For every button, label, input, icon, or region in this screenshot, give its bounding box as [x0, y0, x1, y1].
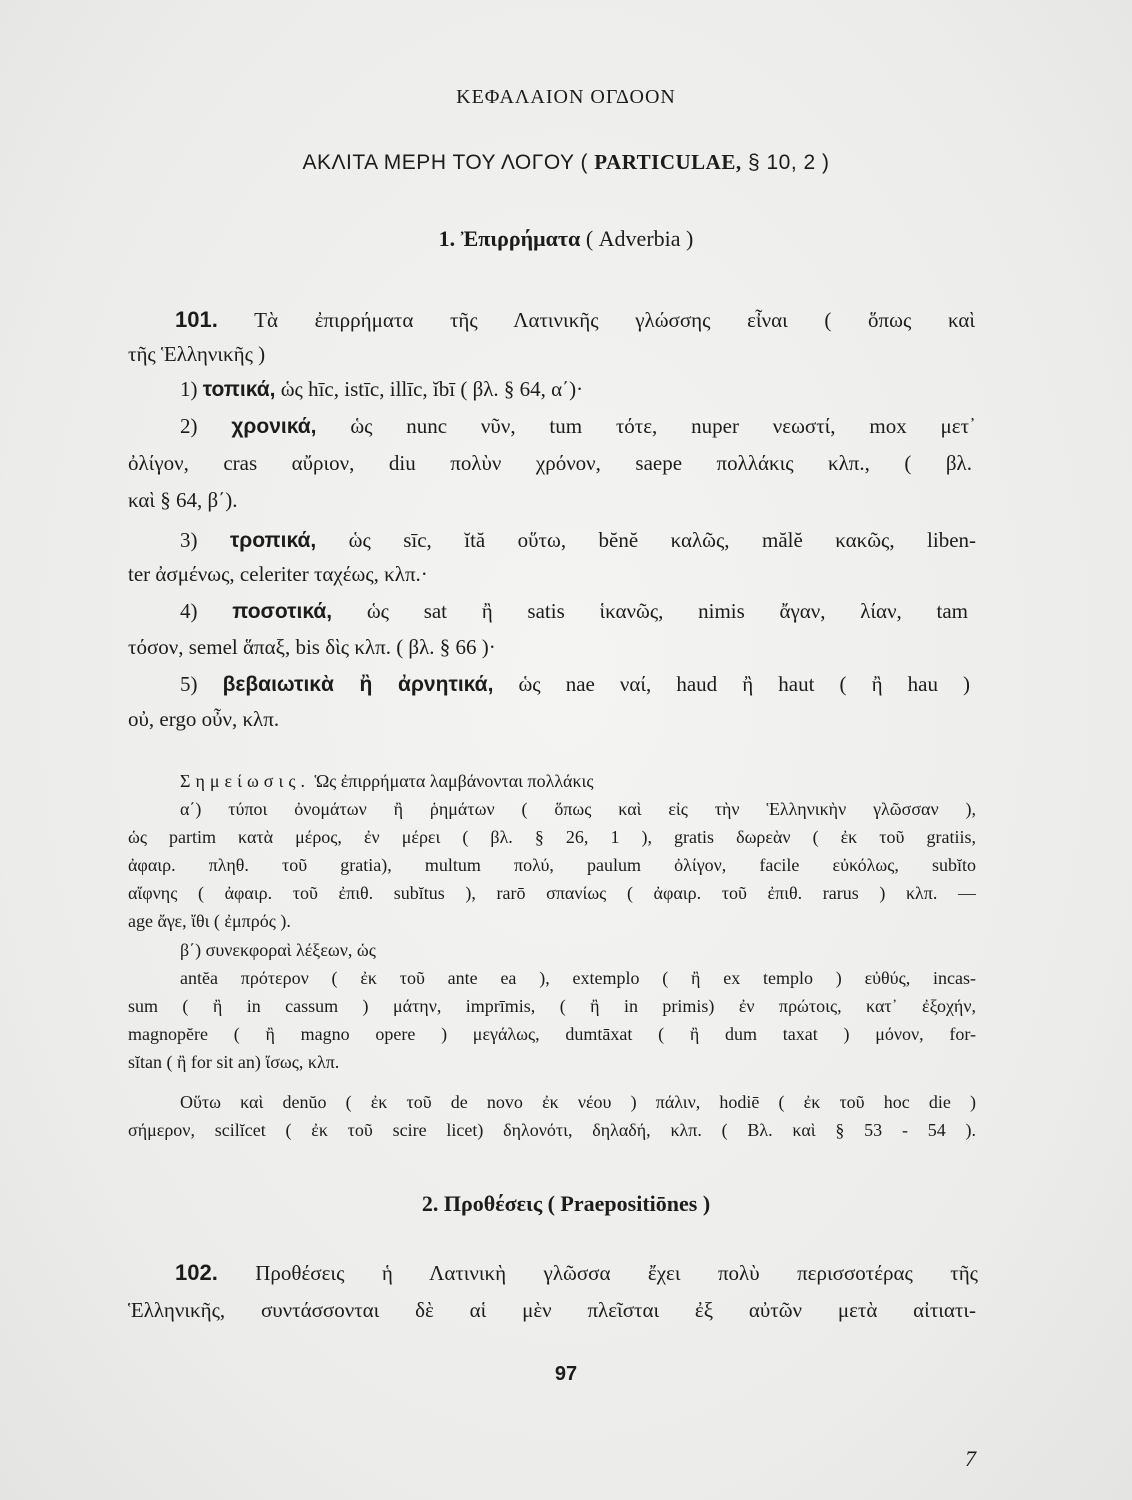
list-item-tropika-cont: ter ἀσμένως, celeriter ταχέως, κλπ.· [128, 562, 428, 586]
subtitle-greek: ΑΚΛΙΤΑ ΜΕΡΗ ΤΟΥ ΛΟΓΟΥ ( [302, 151, 588, 174]
note-line: sum ( ἢ in cassum ) μάτην, imprīmis, ( ἢ in primis) ἐν πρώτοις, κατ᾽ ἐξοχήν, [128, 996, 976, 1016]
note-line: α΄) τύποι ὀνομάτων ἢ ῥημάτων ( ὅπως καὶ εἰς τὴν Ἑλληνικὴν γλῶσσαν ), [180, 799, 976, 819]
note-line: σήμερον, scilĭcet ( ἐκ τοῦ scire licet) δηλονότι, δηλαδή, κλπ. ( Βλ. καὶ § 53 - 54 ). [128, 1120, 976, 1140]
chapter-subtitle [0, 150, 1132, 175]
list-item-chronika-cont: καὶ § 64, β΄). [128, 488, 238, 512]
note-line: magnopĕre ( ἢ magno opere ) μεγάλως, dumtāxat ( ἢ dum taxat ) μόνον, for- [128, 1024, 976, 1044]
section-number: 1. [438, 226, 456, 251]
paragraph-101-line-1: 101. Τὰ ἐπιρρήματα τῆς Λατινικῆς γλώσσης εἶναι ( ὅπως καὶ [175, 307, 975, 332]
paragraph-number: 102. [175, 1260, 218, 1285]
page-number: 97 [554, 1363, 578, 1385]
subtitle-latin: PARTICULAE, [594, 150, 742, 174]
subtitle-ref: § 10, 2 ) [747, 151, 830, 174]
list-item-chronika: 2) χρονικά, ὡς nunc νῦν, tum τότε, nuper νεωστί, mox μετ᾽ [180, 414, 976, 438]
note-line: β΄) συνεκφοραὶ λέξεων, ὡς [180, 940, 376, 960]
paragraph-102-line-2: Ἑλληνικῆς, συντάσσονται δὲ αἱ μὲν πλεῖσται ἐξ αὐτῶν μετὰ αἰτιατι- [128, 1298, 976, 1322]
section-title: Προθέσεις [443, 1191, 543, 1216]
note-line: antĕa πρότερον ( ἐκ τοῦ ante ea ), extemplo ( ἢ ex templo ) εὐθύς, incas- [180, 968, 976, 988]
note-intro: Σημείωσις. Ὡς ἐπιρρήματα λαμβάνονται πολλάκις [180, 771, 594, 791]
note-line: Οὕτω καὶ denŭo ( ἐκ τοῦ de novo ἐκ νέου ) πάλιν, hodiē ( ἐκ τοῦ hoc die ) [180, 1092, 976, 1112]
section-heading-prepositions [0, 1191, 1132, 1217]
note-line: ὡς partim κατὰ μέρος, ἐν μέρει ( βλ. § 26, 1 ), gratis δωρεὰν ( ἐκ τοῦ gratiis, [128, 827, 976, 847]
list-item-tropika: 3) τροπικά, ὡς sīc, ĭtă οὕτω, bĕnĕ καλῶς, mălĕ κακῶς, liben- [180, 528, 976, 552]
list-item-chronika-cont: ὀλίγον, cras αὔριον, diu πολὺν χρόνον, saepe πολλάκις κλπ., ( βλ. [128, 451, 972, 475]
section-latin: ( Adverbia ) [585, 226, 694, 251]
list-item-posotika: 4) ποσοτικά, ὡς sat ἢ satis ἱκανῶς, nimis ἄγαν, λίαν, tam [180, 599, 968, 623]
note-line: sĭtan ( ἢ for sit an) ἴσως, κλπ. [128, 1052, 340, 1072]
note-label: Σημείωσις. [180, 771, 310, 791]
signature-mark: 7 [965, 1446, 976, 1471]
section-latin: ( Praepositiōnes ) [547, 1191, 711, 1216]
list-item-vevaiotika-cont: οὐ, ergo οὖν, κλπ. [128, 707, 280, 731]
chapter-title: ΚΕΦΑΛΑΙΟΝ ΟΓΔΟΟΝ [456, 86, 676, 108]
paragraph-number: 101. [175, 307, 218, 332]
paragraph-102-line-1: 102. Προθέσεις ἡ Λατινικὴ γλῶσσα ἔχει πολὺ περισσοτέρας τῆς [175, 1260, 978, 1285]
list-item-vevaiotika: 5) βεβαιωτικὰ ἢ ἀρνητικά, ὡς nae ναί, haud ἢ haut ( ἢ hau ) [180, 672, 970, 696]
note-line: αἴφνης ( ἀφαιρ. τοῦ ἐπιθ. subĭtus ), rarō σπανίως ( ἀφαιρ. τοῦ ἐπιθ. rarus ) κλπ. — [128, 883, 976, 903]
list-item-topika: 1) τοπικά, ὡς hīc, istīc, illīc, ĭbī ( βλ. § 64, α΄)· [180, 377, 584, 401]
section-number: 2. [421, 1191, 439, 1216]
section-heading-adverbs [0, 226, 1132, 252]
list-item-posotika-cont: τόσον, semel ἅπαξ, bis δὶς κλπ. ( βλ. § 66 )· [128, 635, 496, 659]
note-line: ἀφαιρ. πληθ. τοῦ gratia), multum πολύ, paulum ὀλίγον, facile εὐκόλως, subĭto [128, 855, 976, 875]
paragraph-101-line-2: τῆς Ἑλληνικῆς ) [128, 342, 266, 366]
section-title: Ἐπιρρήματα [460, 226, 581, 251]
note-line: age ἄγε, ἴθι ( ἐμπρός ). [128, 911, 291, 931]
